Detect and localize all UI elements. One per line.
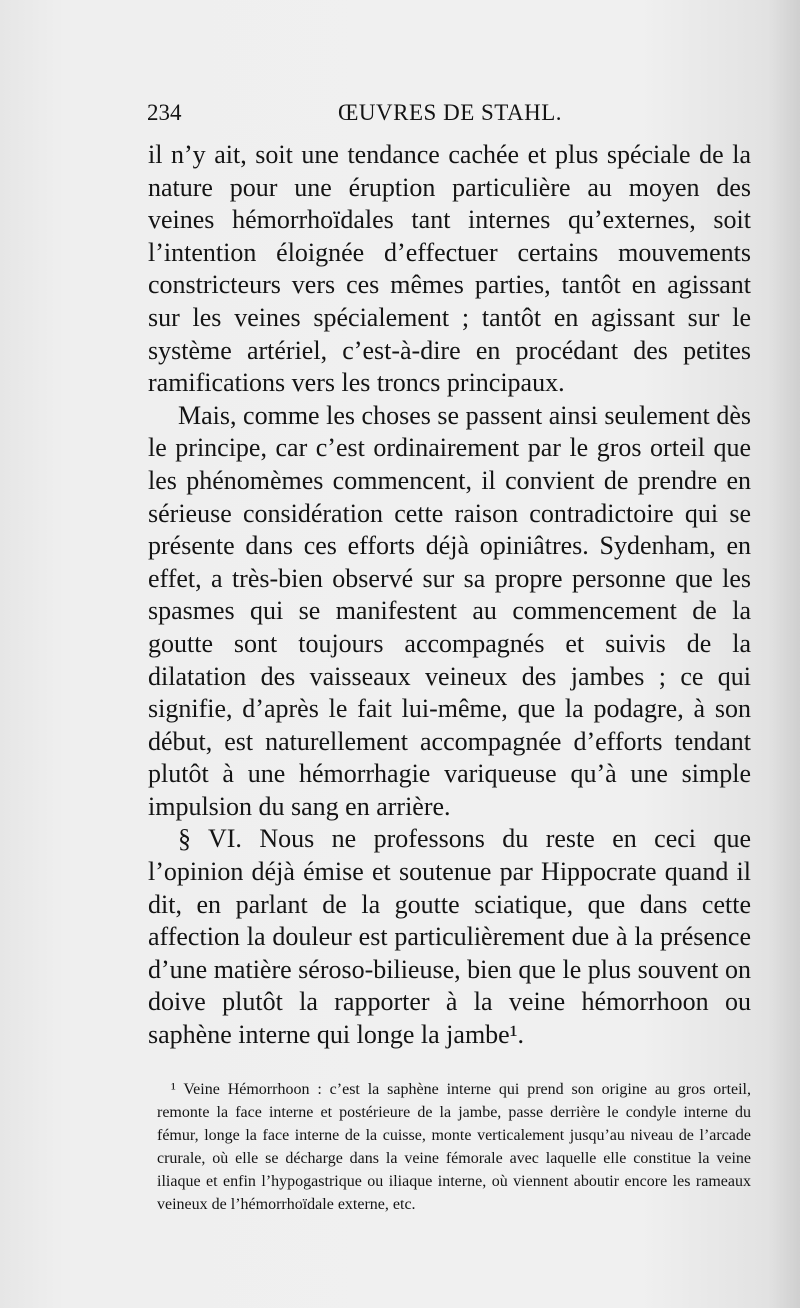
running-title: ŒUVRES DE STAHL. xyxy=(337,100,563,125)
paragraph-2: Mais, comme les choses se passent ainsi seulement dès le principe, car c’est ordinairement par le gros orteil que les phénomèmes commencent, il convient de prendre en sérieuse considération cette raison contradictoire qui se présente dans ces efforts déjà opiniâtres. Sydenham, en effet, a très-bien observé sur sa propre personne que les spasmes qui se manifestent au commencement de la goutte sont toujours accompagnés et suivis de la dilatation des vaisseaux veineux des jambes ; ce qui signifie, d’après le fait lui-même, que la podagre, à son début, est naturellement accompagnée d’efforts tendant plutôt à une hémorrhagie variqueuse qu’à une simple impulsion du sang en arrière. xyxy=(148,400,751,821)
page-header xyxy=(147,100,753,134)
paragraph-1: il n’y ait, soit une tendance cachée et plus spéciale de la nature pour une éruption particulière au moyen des veines hémorrhoïdales tant internes qu’externes, soit l’intention éloignée d’effectuer certains mouvements constricteurs vers ces mêmes parties, tantôt en agissant sur les veines spécialement ; tantôt en agissant sur le système artériel, c’est-à-dire en procédant des petites ramifications vers les troncs principaux. xyxy=(148,140,751,398)
footnote-1: ¹ Veine Hémorrhoon : c’est la saphène interne qui prend son origine au gros orteil, remonte la face interne et postérieure de la jambe, passe derrière le condyle interne du fémur, longe la face interne de la cuisse, monte verticalement jusqu’au niveau de l’arcade crurale, où elle se décharge dans la veine fémorale avec laquelle elle constitue la veine iliaque et enfin l’hypogastrique ou iliaque interne, où viennent aboutir encore les rameaux veineux de l’hémorrhoïdale externe, etc. xyxy=(157,1081,751,1213)
page-number: 234 xyxy=(147,100,182,125)
main-text xyxy=(148,139,751,1052)
footnotes xyxy=(157,1078,751,1216)
paragraph-3: § VI. Nous ne professons du reste en ceci que l’opinion déjà émise et soutenue par Hippocrate quand il dit, en parlant de la goutte sciatique, que dans cette affection la douleur est particulièrement due à la présence d’une matière séroso-bilieuse, bien que le plus souvent on doive plutôt la rapporter à la veine hémorrhoon ou saphène interne qui longe la jambe¹. xyxy=(148,824,751,1050)
